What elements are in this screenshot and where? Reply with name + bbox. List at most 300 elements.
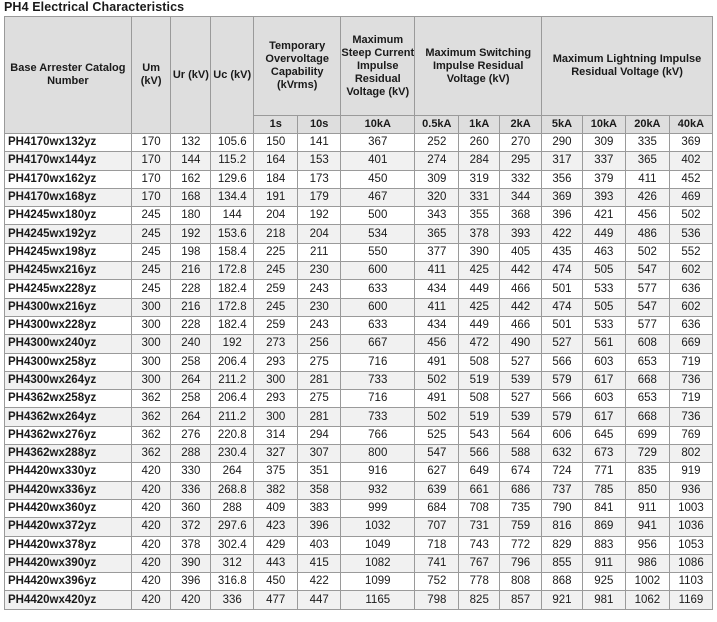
value-cell: 264 — [211, 463, 254, 481]
value-cell: 245 — [131, 280, 171, 298]
value-cell: 259 — [254, 280, 298, 298]
value-cell: 245 — [131, 225, 171, 243]
value-cell: 636 — [669, 280, 712, 298]
value-cell: 452 — [669, 170, 712, 188]
value-cell: 981 — [582, 591, 625, 609]
header-lightning-impulse: Maximum Lightning Impulse Residual Voltage (kV) — [542, 17, 713, 116]
value-cell: 420 — [131, 554, 171, 572]
value-cell: 170 — [131, 188, 171, 206]
value-cell: 505 — [582, 298, 625, 316]
value-cell: 132 — [171, 134, 211, 152]
value-cell: 216 — [171, 262, 211, 280]
value-cell: 490 — [500, 335, 542, 353]
value-cell: 736 — [669, 371, 712, 389]
value-cell: 533 — [582, 280, 625, 298]
value-cell: 639 — [415, 481, 459, 499]
value-cell: 932 — [341, 481, 415, 499]
catalog-number-cell: PH4170wx168yz — [5, 188, 132, 206]
value-cell: 273 — [254, 335, 298, 353]
value-cell: 649 — [459, 463, 500, 481]
value-cell: 941 — [625, 518, 669, 536]
value-cell: 450 — [254, 573, 298, 591]
value-cell: 422 — [542, 225, 583, 243]
table-row — [5, 225, 713, 243]
value-cell: 883 — [582, 536, 625, 554]
value-cell: 502 — [415, 408, 459, 426]
value-cell: 741 — [415, 554, 459, 572]
value-cell: 579 — [542, 408, 583, 426]
value-cell: 603 — [582, 353, 625, 371]
value-cell: 228 — [171, 280, 211, 298]
value-cell: 180 — [171, 207, 211, 225]
value-cell: 1053 — [669, 536, 712, 554]
header-catalog-number: Base Arrester Catalog Number — [5, 17, 132, 134]
value-cell: 502 — [415, 371, 459, 389]
value-cell: 771 — [582, 463, 625, 481]
value-cell: 220.8 — [211, 426, 254, 444]
value-cell: 153.6 — [211, 225, 254, 243]
value-cell: 1002 — [625, 573, 669, 591]
value-cell: 600 — [341, 262, 415, 280]
value-cell: 916 — [341, 463, 415, 481]
value-cell: 336 — [211, 591, 254, 609]
value-cell: 539 — [500, 371, 542, 389]
value-cell: 293 — [254, 353, 298, 371]
value-cell: 390 — [171, 554, 211, 572]
value-cell: 225 — [254, 243, 298, 261]
subheader-20ka: 20kA — [625, 116, 669, 134]
value-cell: 141 — [298, 134, 341, 152]
catalog-number-cell: PH4245wx192yz — [5, 225, 132, 243]
value-cell: 300 — [131, 298, 171, 316]
value-cell: 456 — [625, 207, 669, 225]
value-cell: 767 — [459, 554, 500, 572]
value-cell: 716 — [341, 353, 415, 371]
value-cell: 1099 — [341, 573, 415, 591]
catalog-number-cell: PH4245wx216yz — [5, 262, 132, 280]
value-cell: 409 — [254, 499, 298, 517]
value-cell: 869 — [582, 518, 625, 536]
value-cell: 211 — [298, 243, 341, 261]
value-cell: 536 — [669, 225, 712, 243]
value-cell: 684 — [415, 499, 459, 517]
value-cell: 456 — [415, 335, 459, 353]
value-cell: 300 — [131, 316, 171, 334]
catalog-number-cell: PH4170wx162yz — [5, 170, 132, 188]
value-cell: 564 — [500, 426, 542, 444]
value-cell: 316.8 — [211, 573, 254, 591]
value-cell: 230.4 — [211, 445, 254, 463]
value-cell: 173 — [298, 170, 341, 188]
value-cell: 477 — [254, 591, 298, 609]
table-row — [5, 390, 713, 408]
value-cell: 579 — [542, 371, 583, 389]
value-cell: 245 — [254, 262, 298, 280]
value-cell: 686 — [500, 481, 542, 499]
table-row — [5, 426, 713, 444]
value-cell: 669 — [669, 335, 712, 353]
value-cell: 420 — [131, 573, 171, 591]
value-cell: 463 — [582, 243, 625, 261]
value-cell: 733 — [341, 371, 415, 389]
table-title: PH4 Electrical Characteristics — [4, 0, 185, 14]
value-cell: 449 — [459, 280, 500, 298]
value-cell: 808 — [500, 573, 542, 591]
value-cell: 603 — [582, 390, 625, 408]
value-cell: 378 — [459, 225, 500, 243]
value-cell: 552 — [669, 243, 712, 261]
value-cell: 633 — [341, 316, 415, 334]
value-cell: 300 — [254, 371, 298, 389]
value-cell: 435 — [542, 243, 583, 261]
value-cell: 355 — [459, 207, 500, 225]
value-cell: 491 — [415, 390, 459, 408]
catalog-number-cell: PH4300wx228yz — [5, 316, 132, 334]
value-cell: 422 — [298, 573, 341, 591]
value-cell: 632 — [542, 445, 583, 463]
value-cell: 420 — [131, 499, 171, 517]
table-row — [5, 280, 713, 298]
value-cell: 383 — [298, 499, 341, 517]
table-row — [5, 481, 713, 499]
value-cell: 382 — [254, 481, 298, 499]
value-cell: 716 — [341, 390, 415, 408]
value-cell: 420 — [131, 481, 171, 499]
value-cell: 421 — [582, 207, 625, 225]
value-cell: 1165 — [341, 591, 415, 609]
value-cell: 829 — [542, 536, 583, 554]
value-cell: 264 — [171, 408, 211, 426]
value-cell: 472 — [459, 335, 500, 353]
value-cell: 707 — [415, 518, 459, 536]
catalog-number-cell: PH4362wx258yz — [5, 390, 132, 408]
value-cell: 218 — [254, 225, 298, 243]
catalog-number-cell: PH4245wx228yz — [5, 280, 132, 298]
value-cell: 426 — [625, 188, 669, 206]
value-cell: 802 — [669, 445, 712, 463]
subheader-2ka: 2kA — [500, 116, 542, 134]
value-cell: 302.4 — [211, 536, 254, 554]
value-cell: 319 — [459, 170, 500, 188]
value-cell: 415 — [298, 554, 341, 572]
value-cell: 561 — [582, 335, 625, 353]
value-cell: 1003 — [669, 499, 712, 517]
value-cell: 502 — [625, 243, 669, 261]
table-row — [5, 463, 713, 481]
value-cell: 627 — [415, 463, 459, 481]
value-cell: 925 — [582, 573, 625, 591]
value-cell: 724 — [542, 463, 583, 481]
table-row — [5, 170, 713, 188]
header-temporary-overvoltage: Temporary Overvoltage Capability (kVrms) — [254, 17, 341, 116]
value-cell: 360 — [171, 499, 211, 517]
value-cell: 420 — [131, 591, 171, 609]
value-cell: 719 — [669, 390, 712, 408]
value-cell: 290 — [542, 134, 583, 152]
table-row — [5, 536, 713, 554]
table-row — [5, 152, 713, 170]
value-cell: 653 — [625, 390, 669, 408]
value-cell: 602 — [669, 262, 712, 280]
value-cell: 588 — [500, 445, 542, 463]
catalog-number-cell: PH4300wx216yz — [5, 298, 132, 316]
value-cell: 168 — [171, 188, 211, 206]
value-cell: 153 — [298, 152, 341, 170]
value-cell: 469 — [669, 188, 712, 206]
value-cell: 411 — [415, 262, 459, 280]
value-cell: 474 — [542, 262, 583, 280]
header-uc: Uc (kV) — [211, 17, 254, 134]
value-cell: 320 — [415, 188, 459, 206]
value-cell: 502 — [669, 207, 712, 225]
value-cell: 673 — [582, 445, 625, 463]
value-cell: 1086 — [669, 554, 712, 572]
value-cell: 260 — [459, 134, 500, 152]
catalog-number-cell: PH4420wx378yz — [5, 536, 132, 554]
value-cell: 527 — [500, 390, 542, 408]
value-cell: 769 — [669, 426, 712, 444]
value-cell: 434 — [415, 280, 459, 298]
value-cell: 466 — [500, 316, 542, 334]
value-cell: 420 — [131, 518, 171, 536]
catalog-number-cell: PH4420wx396yz — [5, 573, 132, 591]
table-row — [5, 335, 713, 353]
value-cell: 719 — [669, 353, 712, 371]
value-cell: 661 — [459, 481, 500, 499]
value-cell: 332 — [500, 170, 542, 188]
header-ur: Ur (kV) — [171, 17, 211, 134]
value-cell: 162 — [171, 170, 211, 188]
value-cell: 547 — [625, 298, 669, 316]
value-cell: 179 — [298, 188, 341, 206]
value-cell: 344 — [500, 188, 542, 206]
value-cell: 796 — [500, 554, 542, 572]
table-row — [5, 207, 713, 225]
value-cell: 252 — [415, 134, 459, 152]
catalog-number-cell: PH4170wx132yz — [5, 134, 132, 152]
catalog-number-cell: PH4420wx360yz — [5, 499, 132, 517]
value-cell: 192 — [171, 225, 211, 243]
value-cell: 500 — [341, 207, 415, 225]
value-cell: 245 — [131, 207, 171, 225]
value-cell: 729 — [625, 445, 669, 463]
value-cell: 467 — [341, 188, 415, 206]
value-cell: 1169 — [669, 591, 712, 609]
value-cell: 429 — [254, 536, 298, 554]
value-cell: 396 — [298, 518, 341, 536]
value-cell: 164 — [254, 152, 298, 170]
table-row — [5, 134, 713, 152]
value-cell: 330 — [171, 463, 211, 481]
value-cell: 172.8 — [211, 262, 254, 280]
value-cell: 633 — [341, 280, 415, 298]
table-row — [5, 573, 713, 591]
value-cell: 293 — [254, 390, 298, 408]
value-cell: 393 — [500, 225, 542, 243]
catalog-number-cell: PH4420wx390yz — [5, 554, 132, 572]
value-cell: 337 — [582, 152, 625, 170]
value-cell: 369 — [669, 134, 712, 152]
value-cell: 699 — [625, 426, 669, 444]
value-cell: 466 — [500, 280, 542, 298]
table-container — [4, 16, 713, 610]
value-cell: 211.2 — [211, 371, 254, 389]
subheader-0-5ka: 0.5kA — [415, 116, 459, 134]
value-cell: 450 — [341, 170, 415, 188]
value-cell: 368 — [500, 207, 542, 225]
subheader-lightning-10ka: 10kA — [582, 116, 625, 134]
table-row — [5, 371, 713, 389]
value-cell: 919 — [669, 463, 712, 481]
value-cell: 986 — [625, 554, 669, 572]
value-cell: 653 — [625, 353, 669, 371]
value-cell: 790 — [542, 499, 583, 517]
value-cell: 519 — [459, 371, 500, 389]
value-cell: 144 — [211, 207, 254, 225]
value-cell: 550 — [341, 243, 415, 261]
value-cell: 420 — [131, 463, 171, 481]
subheader-1s: 1s — [254, 116, 298, 134]
value-cell: 317 — [542, 152, 583, 170]
value-cell: 309 — [415, 170, 459, 188]
electrical-characteristics-table — [4, 16, 713, 610]
value-cell: 258 — [171, 353, 211, 371]
header-um: Um (kV) — [131, 17, 171, 134]
catalog-number-cell: PH4245wx180yz — [5, 207, 132, 225]
value-cell: 411 — [625, 170, 669, 188]
value-cell: 245 — [131, 243, 171, 261]
value-cell: 519 — [459, 408, 500, 426]
table-row — [5, 408, 713, 426]
table-row — [5, 445, 713, 463]
value-cell: 211.2 — [211, 408, 254, 426]
value-cell: 288 — [211, 499, 254, 517]
value-cell: 270 — [500, 134, 542, 152]
value-cell: 857 — [500, 591, 542, 609]
value-cell: 245 — [131, 262, 171, 280]
value-cell: 396 — [542, 207, 583, 225]
value-cell: 281 — [298, 408, 341, 426]
value-cell: 731 — [459, 518, 500, 536]
value-cell: 505 — [582, 262, 625, 280]
value-cell: 228 — [171, 316, 211, 334]
subheader-10s: 10s — [298, 116, 341, 134]
value-cell: 835 — [625, 463, 669, 481]
value-cell: 449 — [459, 316, 500, 334]
value-cell: 501 — [542, 316, 583, 334]
value-cell: 766 — [341, 426, 415, 444]
value-cell: 868 — [542, 573, 583, 591]
value-cell: 525 — [415, 426, 459, 444]
value-cell: 501 — [542, 280, 583, 298]
value-cell: 300 — [131, 371, 171, 389]
table-row — [5, 499, 713, 517]
subheader-5ka: 5kA — [542, 116, 583, 134]
value-cell: 423 — [254, 518, 298, 536]
value-cell: 447 — [298, 591, 341, 609]
value-cell: 733 — [341, 408, 415, 426]
table-row — [5, 262, 713, 280]
value-cell: 533 — [582, 316, 625, 334]
value-cell: 314 — [254, 426, 298, 444]
value-cell: 372 — [171, 518, 211, 536]
value-cell: 378 — [171, 536, 211, 554]
value-cell: 396 — [171, 573, 211, 591]
value-cell: 718 — [415, 536, 459, 554]
value-cell: 735 — [500, 499, 542, 517]
value-cell: 191 — [254, 188, 298, 206]
value-cell: 192 — [298, 207, 341, 225]
value-cell: 216 — [171, 298, 211, 316]
value-cell: 358 — [298, 481, 341, 499]
value-cell: 275 — [298, 353, 341, 371]
value-cell: 708 — [459, 499, 500, 517]
value-cell: 636 — [669, 316, 712, 334]
value-cell: 425 — [459, 262, 500, 280]
value-cell: 362 — [131, 445, 171, 463]
value-cell: 401 — [341, 152, 415, 170]
table-row — [5, 188, 713, 206]
value-cell: 668 — [625, 408, 669, 426]
value-cell: 206.4 — [211, 390, 254, 408]
value-cell: 150 — [254, 134, 298, 152]
value-cell: 645 — [582, 426, 625, 444]
value-cell: 259 — [254, 316, 298, 334]
value-cell: 816 — [542, 518, 583, 536]
table-body — [5, 134, 713, 610]
value-cell: 668 — [625, 371, 669, 389]
value-cell: 365 — [415, 225, 459, 243]
value-cell: 367 — [341, 134, 415, 152]
value-cell: 1082 — [341, 554, 415, 572]
value-cell: 243 — [298, 280, 341, 298]
catalog-number-cell: PH4420wx420yz — [5, 591, 132, 609]
catalog-number-cell: PH4362wx288yz — [5, 445, 132, 463]
value-cell: 369 — [542, 188, 583, 206]
value-cell: 288 — [171, 445, 211, 463]
value-cell: 667 — [341, 335, 415, 353]
value-cell: 608 — [625, 335, 669, 353]
value-cell: 281 — [298, 371, 341, 389]
value-cell: 425 — [459, 298, 500, 316]
value-cell: 577 — [625, 316, 669, 334]
value-cell: 737 — [542, 481, 583, 499]
value-cell: 331 — [459, 188, 500, 206]
value-cell: 230 — [298, 298, 341, 316]
value-cell: 617 — [582, 408, 625, 426]
value-cell: 204 — [254, 207, 298, 225]
value-cell: 547 — [625, 262, 669, 280]
catalog-number-cell: PH4170wx144yz — [5, 152, 132, 170]
value-cell: 1062 — [625, 591, 669, 609]
value-cell: 566 — [542, 353, 583, 371]
value-cell: 300 — [131, 353, 171, 371]
header-switching-impulse: Maximum Switching Impulse Residual Voltage (kV) — [415, 17, 542, 116]
value-cell: 772 — [500, 536, 542, 554]
value-cell: 390 — [459, 243, 500, 261]
value-cell: 230 — [298, 262, 341, 280]
value-cell: 800 — [341, 445, 415, 463]
value-cell: 158.4 — [211, 243, 254, 261]
value-cell: 295 — [500, 152, 542, 170]
value-cell: 351 — [298, 463, 341, 481]
value-cell: 411 — [415, 298, 459, 316]
value-cell: 534 — [341, 225, 415, 243]
value-cell: 275 — [298, 390, 341, 408]
value-cell: 402 — [669, 152, 712, 170]
value-cell: 420 — [171, 591, 211, 609]
value-cell: 911 — [625, 499, 669, 517]
